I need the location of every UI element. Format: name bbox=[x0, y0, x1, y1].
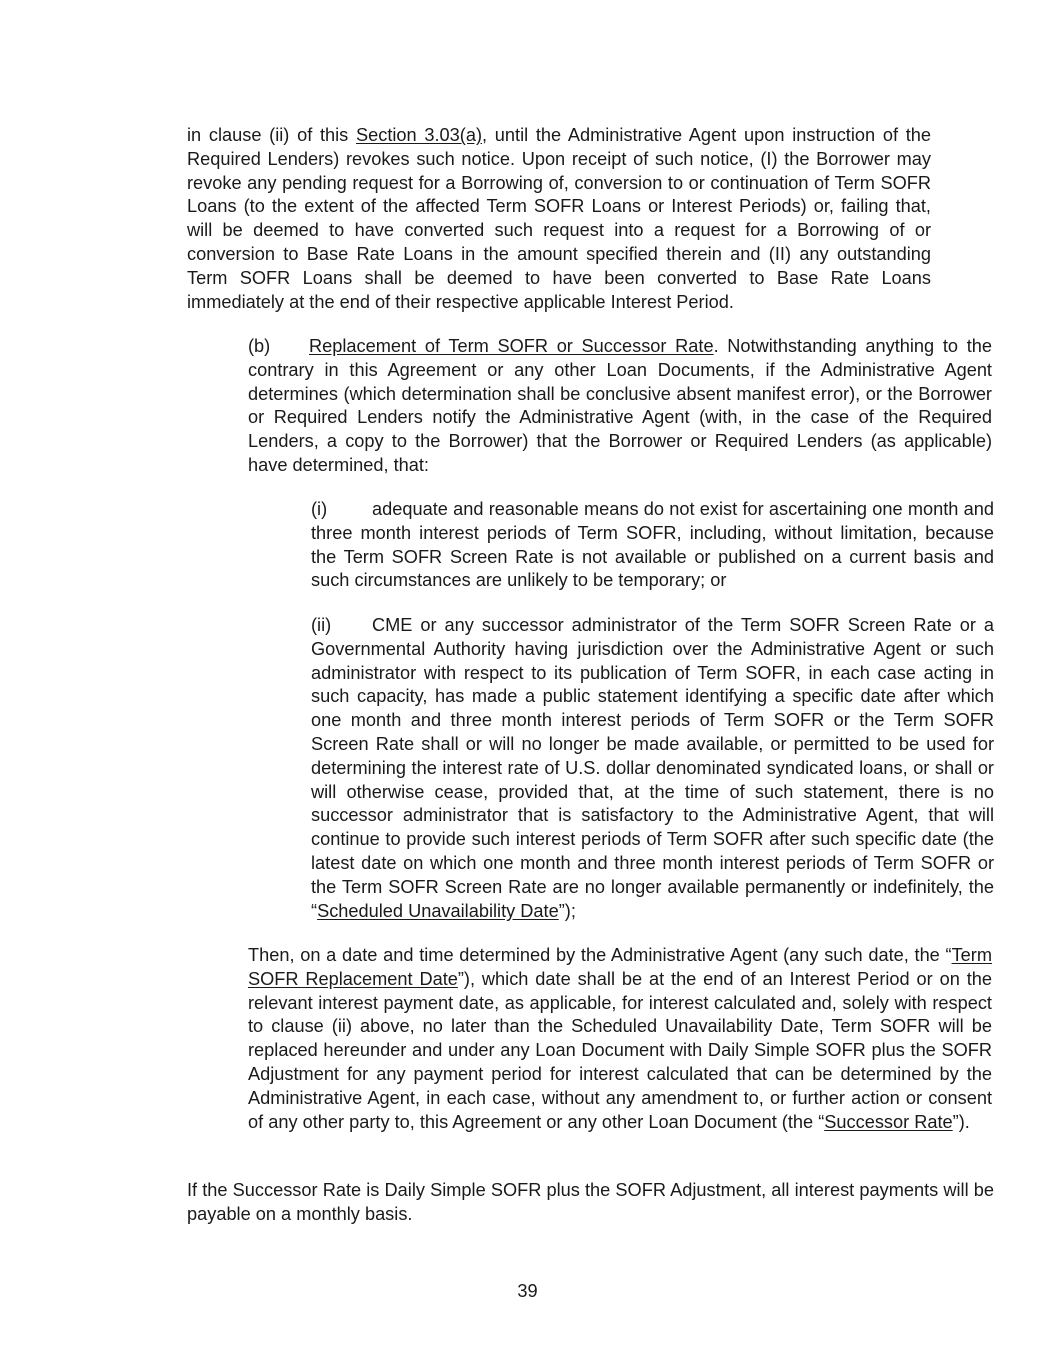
text-segment: in clause (ii) of this bbox=[187, 125, 356, 145]
text-segment: ”); bbox=[558, 900, 576, 921]
text-segment: adequate and reasonable means do not exist for ascertaining one month and three month interest periods of Term SOFR, including, without limitation, because the Term SOFR Screen Rate is not available or published on a current basis and such circumstances are unlikely to be temporary; or bbox=[311, 499, 994, 591]
text-segment: CME or any successor administrator of the Term SOFR Screen Rate or a Governmental Authority having jurisdiction over the Administrative Agent or such administrator with respect to its publication of Term SOFR, in each case acting in such capacity, has made a public statement identifying a specific date after which one month and three month interest periods of Term SOFR or the Term SOFR Screen Rate shall or will no longer be made available, or permitted to be used for determining the interest rate of U.S. dollar denominated syndicated loans, or shall or will otherwise cease, provided that, at the time of such statement, there is no successor administrator that is satisfactory to the Administrative Agent, that will continue to provide such interest periods of Term SOFR after such specific date (the latest date on which one month and three month interest periods of Term SOFR or the Term SOFR Screen Rate are no longer available permanently or indefinitely, the “ bbox=[311, 615, 994, 921]
clause-label-ii: (ii) bbox=[311, 615, 332, 635]
text-segment: ”). bbox=[952, 1111, 970, 1132]
text-segment: ”), which date shall be at the end of an Interest Period or on the relevant interest payment date, as applicable, for interest calculated and, solely with respect to clause (ii) above, no later than the Scheduled Unavailability Date, Term SOFR will be replaced hereunder and under any Loan Document with Daily Simple SOFR plus the SOFR Adjustment for any payment period for interest calculated that can be determined by the Administrative Agent, in each case, without any amendment to, or further action or consent of any other party to, this Agreement or any other Loan Document (the “ bbox=[248, 968, 992, 1132]
section-reference: Section 3.03(a) bbox=[356, 125, 483, 145]
paragraph-monthly-payments bbox=[124, 1179, 994, 1227]
text-segment: Then, on a date and time determined by the Administrative Agent (any such date, the “ bbox=[248, 945, 952, 965]
paragraph-i bbox=[248, 498, 994, 593]
defined-term: Term SOFR Replacement Date bbox=[248, 945, 992, 989]
paragraph-successor-rate bbox=[187, 944, 992, 1134]
section-heading: Replacement of Term SOFR or Successor Rate bbox=[309, 336, 714, 356]
text-segment: . Notwithstanding anything to the contrary in this Agreement or any other Loan Documents, if the Administrative Agent determines (which determination shall be conclusive absent manifest error), or the Borrower or Required Lenders notify the Administrative Agent (with, in the case of the Required Lenders, a copy to the Borrower) that the Borrower or Required Lenders (as applicable) have determined, that: bbox=[248, 336, 992, 475]
text-segment: , until the Administrative Agent upon instruction of the Required Lenders) revokes such notice. Upon receipt of such notice, (I) the Borrower may revoke any pending request for a Borrowing of, conversion to or continuation of Term SOFR Loans (to the extent of the affected Term SOFR Loans or Interest Periods) or, failing that, will be deemed to have converted such request into a request for a Borrowing of or conversion to Base Rate Loans in the amount specified therein and (II) any outstanding Term SOFR Loans shall be deemed to have been converted to Base Rate Loans immediately at the end of their respective applicable Interest Period. bbox=[187, 125, 931, 312]
text-segment: If the Successor Rate is Daily Simple SOFR plus the SOFR Adjustment, all interest payments will be payable on a monthly basis. bbox=[187, 1180, 994, 1224]
page-number: 39 bbox=[517, 1281, 538, 1301]
paragraph-clause-continuation bbox=[187, 124, 931, 314]
clause-label-b: (b) bbox=[248, 336, 271, 356]
paragraph-b-replacement bbox=[187, 335, 992, 478]
defined-term: Successor Rate bbox=[824, 1111, 953, 1132]
clause-label-i: (i) bbox=[311, 499, 328, 519]
defined-term: Scheduled Unavailability Date bbox=[317, 900, 559, 921]
paragraph-ii bbox=[248, 614, 994, 923]
